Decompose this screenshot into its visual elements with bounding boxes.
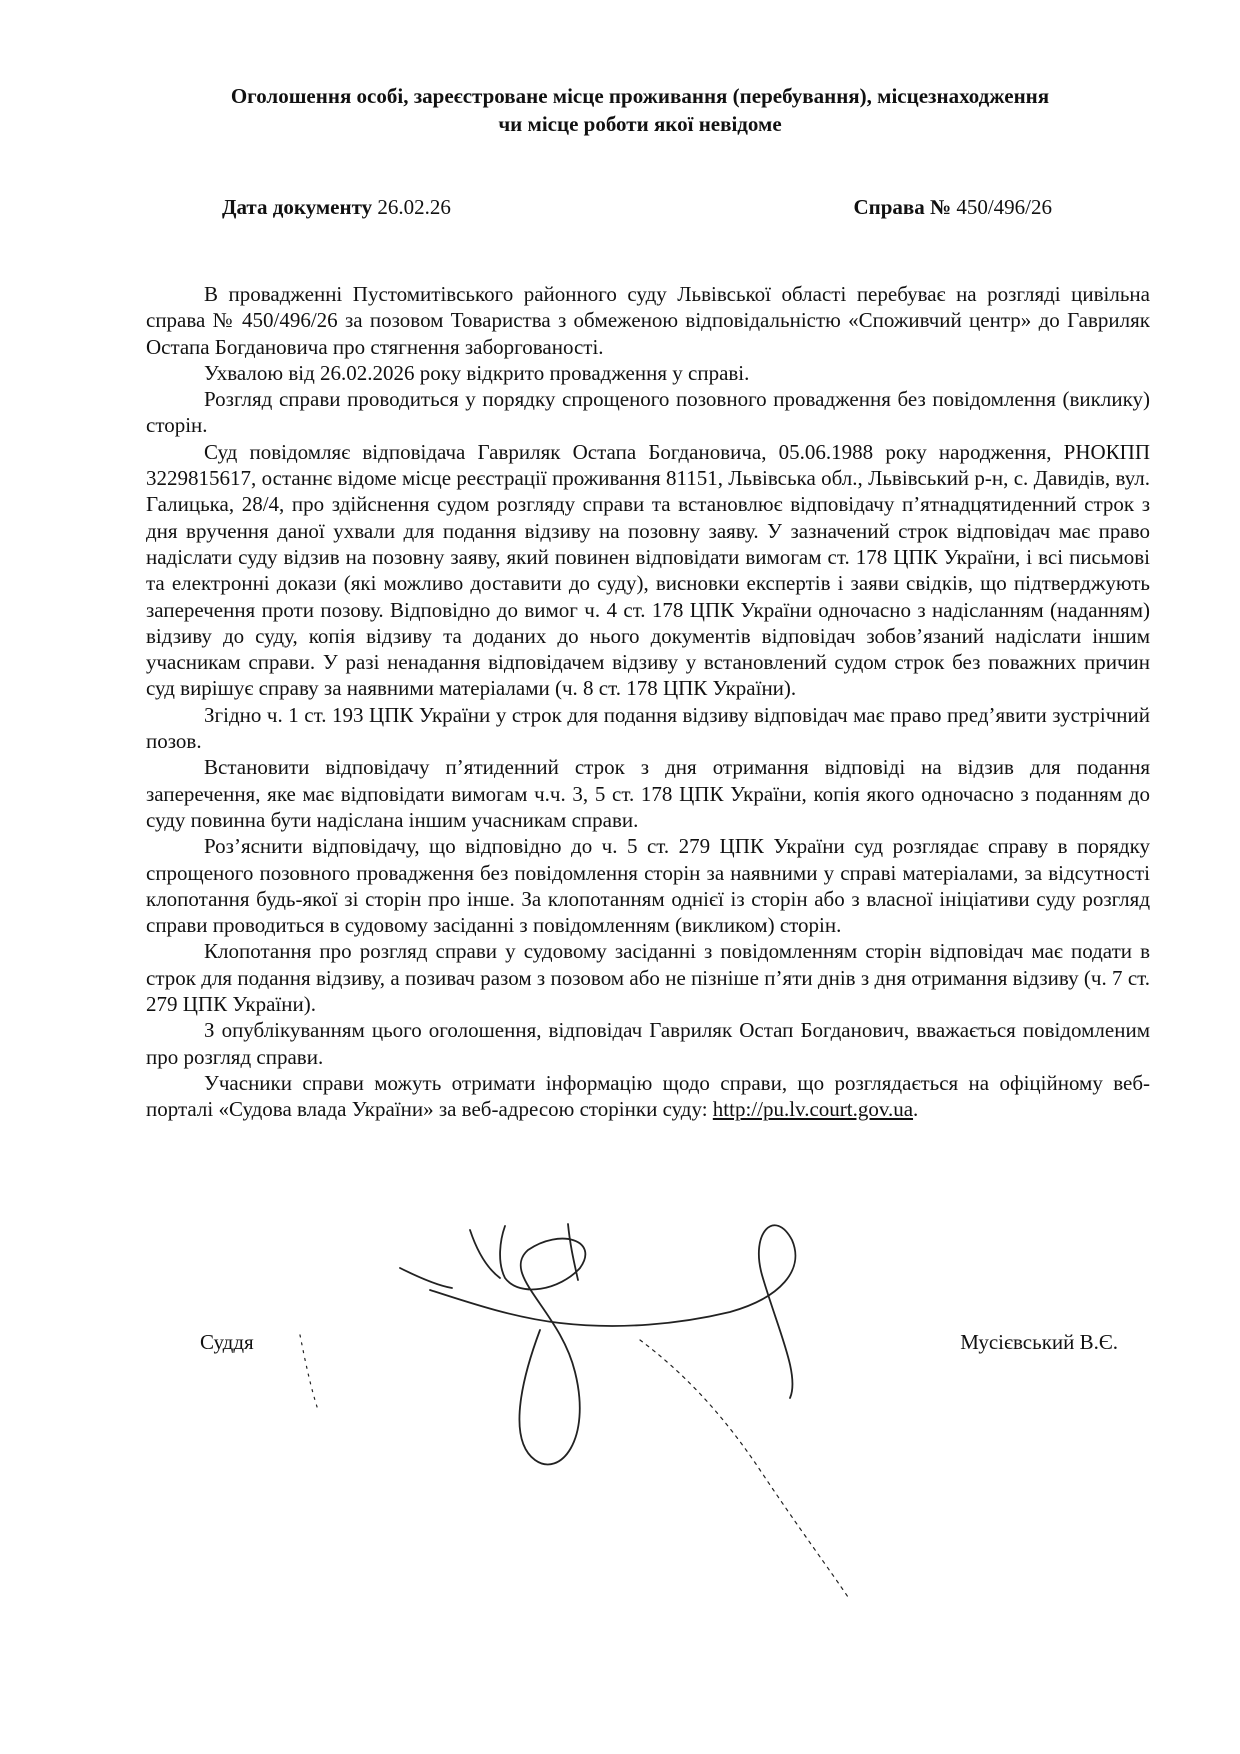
paragraph-10 [146, 1070, 1150, 1123]
title-line-2: чи місце роботи якої невідоме [498, 112, 782, 136]
paragraph-5: Згідно ч. 1 ст. 193 ЦПК України у строк для подання відзиву відповідач має право пред’явити зустрічний позов. [146, 702, 1150, 754]
judge-name: Мусієвський В.Є. [960, 1330, 1118, 1354]
paragraph-2: Ухвалою від 26.02.2026 року відкрито провадження у справі. [204, 360, 750, 385]
title-line-1: Оголошення особі, зареєстроване місце проживання (перебування), місцезнаходження [230, 84, 1050, 108]
court-url-link[interactable]: http://pu.lv.court.gov.ua [712, 1097, 914, 1122]
case-label: Справа № [853, 195, 952, 219]
paragraph-6: Встановити відповідачу п’ятиденний строк з дня отримання відповіді на відзив для подання заперечення, яке має відповідати вимогам ч.ч. 3, 5 ст. 178 ЦПК України, копія якого одночасно з поданням до суду повинна бути надіслана іншим учасникам справи. [146, 755, 1150, 832]
paragraph-4: Суд повідомляє відповідача Гавриляк Остапа Богдановича, 05.06.1988 року народження, РНОКПП 3229815617, останнє відоме місце реєстрації проживання 81151, Львівська обл., Львівський р-н, с. Давидів, вул. Галицька, 28/4, про здійснення судом розгляду справи та встановлює відповідачу п’ятнадцятиденний строк з дня вручення даної ухвали для подання відзиву на позовну заяву. У зазначений строк відповідач має право надіслати суду відзив на позовну заяву, який повинен відповідати вимогам ст. 178 ЦПК України, і всі письмові та електронні докази (які можливо доставити до суду), висновки експертів і заяви свідків, що підтверджують заперечення проти позову. Відповідно до вимог ч. 4 ст. 178 ЦПК України одночасно з надісланням (наданням) відзиву до суду, копія відзиву та доданих до нього документів відповідач зобов’язаний надіслати іншим учасникам справи. У разі ненадання відповідачем відзиву у встановлений судом строк без поважних причин суд вирішує справу за наявними матеріалами (ч. 8 ст. 178 ЦПК України). [146, 439, 1150, 701]
document-body [146, 281, 1150, 1123]
case-number [853, 195, 1052, 220]
paragraph-9: З опублікуванням цього оголошення, відповідач Гавриляк Остап Богданович, вважається повідомленим про розгляд справи. [146, 1018, 1150, 1069]
url-suffix: . [913, 1097, 919, 1122]
signature-row [200, 1330, 1118, 1360]
date-value: 26.02.26 [377, 195, 451, 219]
date-label: Дата документу [222, 195, 373, 219]
document-meta [222, 195, 1060, 225]
paragraph-3: Розгляд справи проводиться у порядку спрощеного позовного провадження без повідомлення (виклику) сторін. [146, 387, 1150, 438]
document-title [140, 82, 1140, 138]
document-date [222, 195, 451, 220]
paragraph-7: Роз’яснити відповідачу, що відповідно до ч. 5 ст. 279 ЦПК України суд розглядає справу в порядку спрощеного позовного провадження без повідомлення сторін за наявними у справі матеріалами, за відсутності клопотання будь-якої зі сторін про інше. За клопотанням однієї із сторін або з власної ініціативи суду розгляд справи проводиться в судовому засіданні з повідомленням (викликом) сторін. [146, 834, 1150, 938]
case-value: 450/496/26 [956, 195, 1052, 219]
judge-label: Суддя [200, 1330, 254, 1354]
paragraph-10-text: Учасники справи можуть отримати інформацію щодо справи, що розглядається на офіційному веб-порталі «Судова влада України» за веб-адресою сторінки суду: [146, 1070, 1150, 1122]
paragraph-1: В провадженні Пустомитівського районного суду Львівської області перебуває на розгляді цивільна справа № 450/496/26 за позовом Товариства з обмеженою відповідальністю «Споживчий центр» до Гавриляк Остапа Богдановича про стягнення заборгованості. [146, 282, 1150, 359]
paragraph-8: Клопотання про розгляд справи у судовому засіданні з повідомленням сторін відповідач має подати в строк для подання відзиву, а позивач разом з позовом або не пізніше п’яти днів з дня отримання відзиву (ч. 7 ст. 279 ЦПК України). [146, 939, 1150, 1017]
